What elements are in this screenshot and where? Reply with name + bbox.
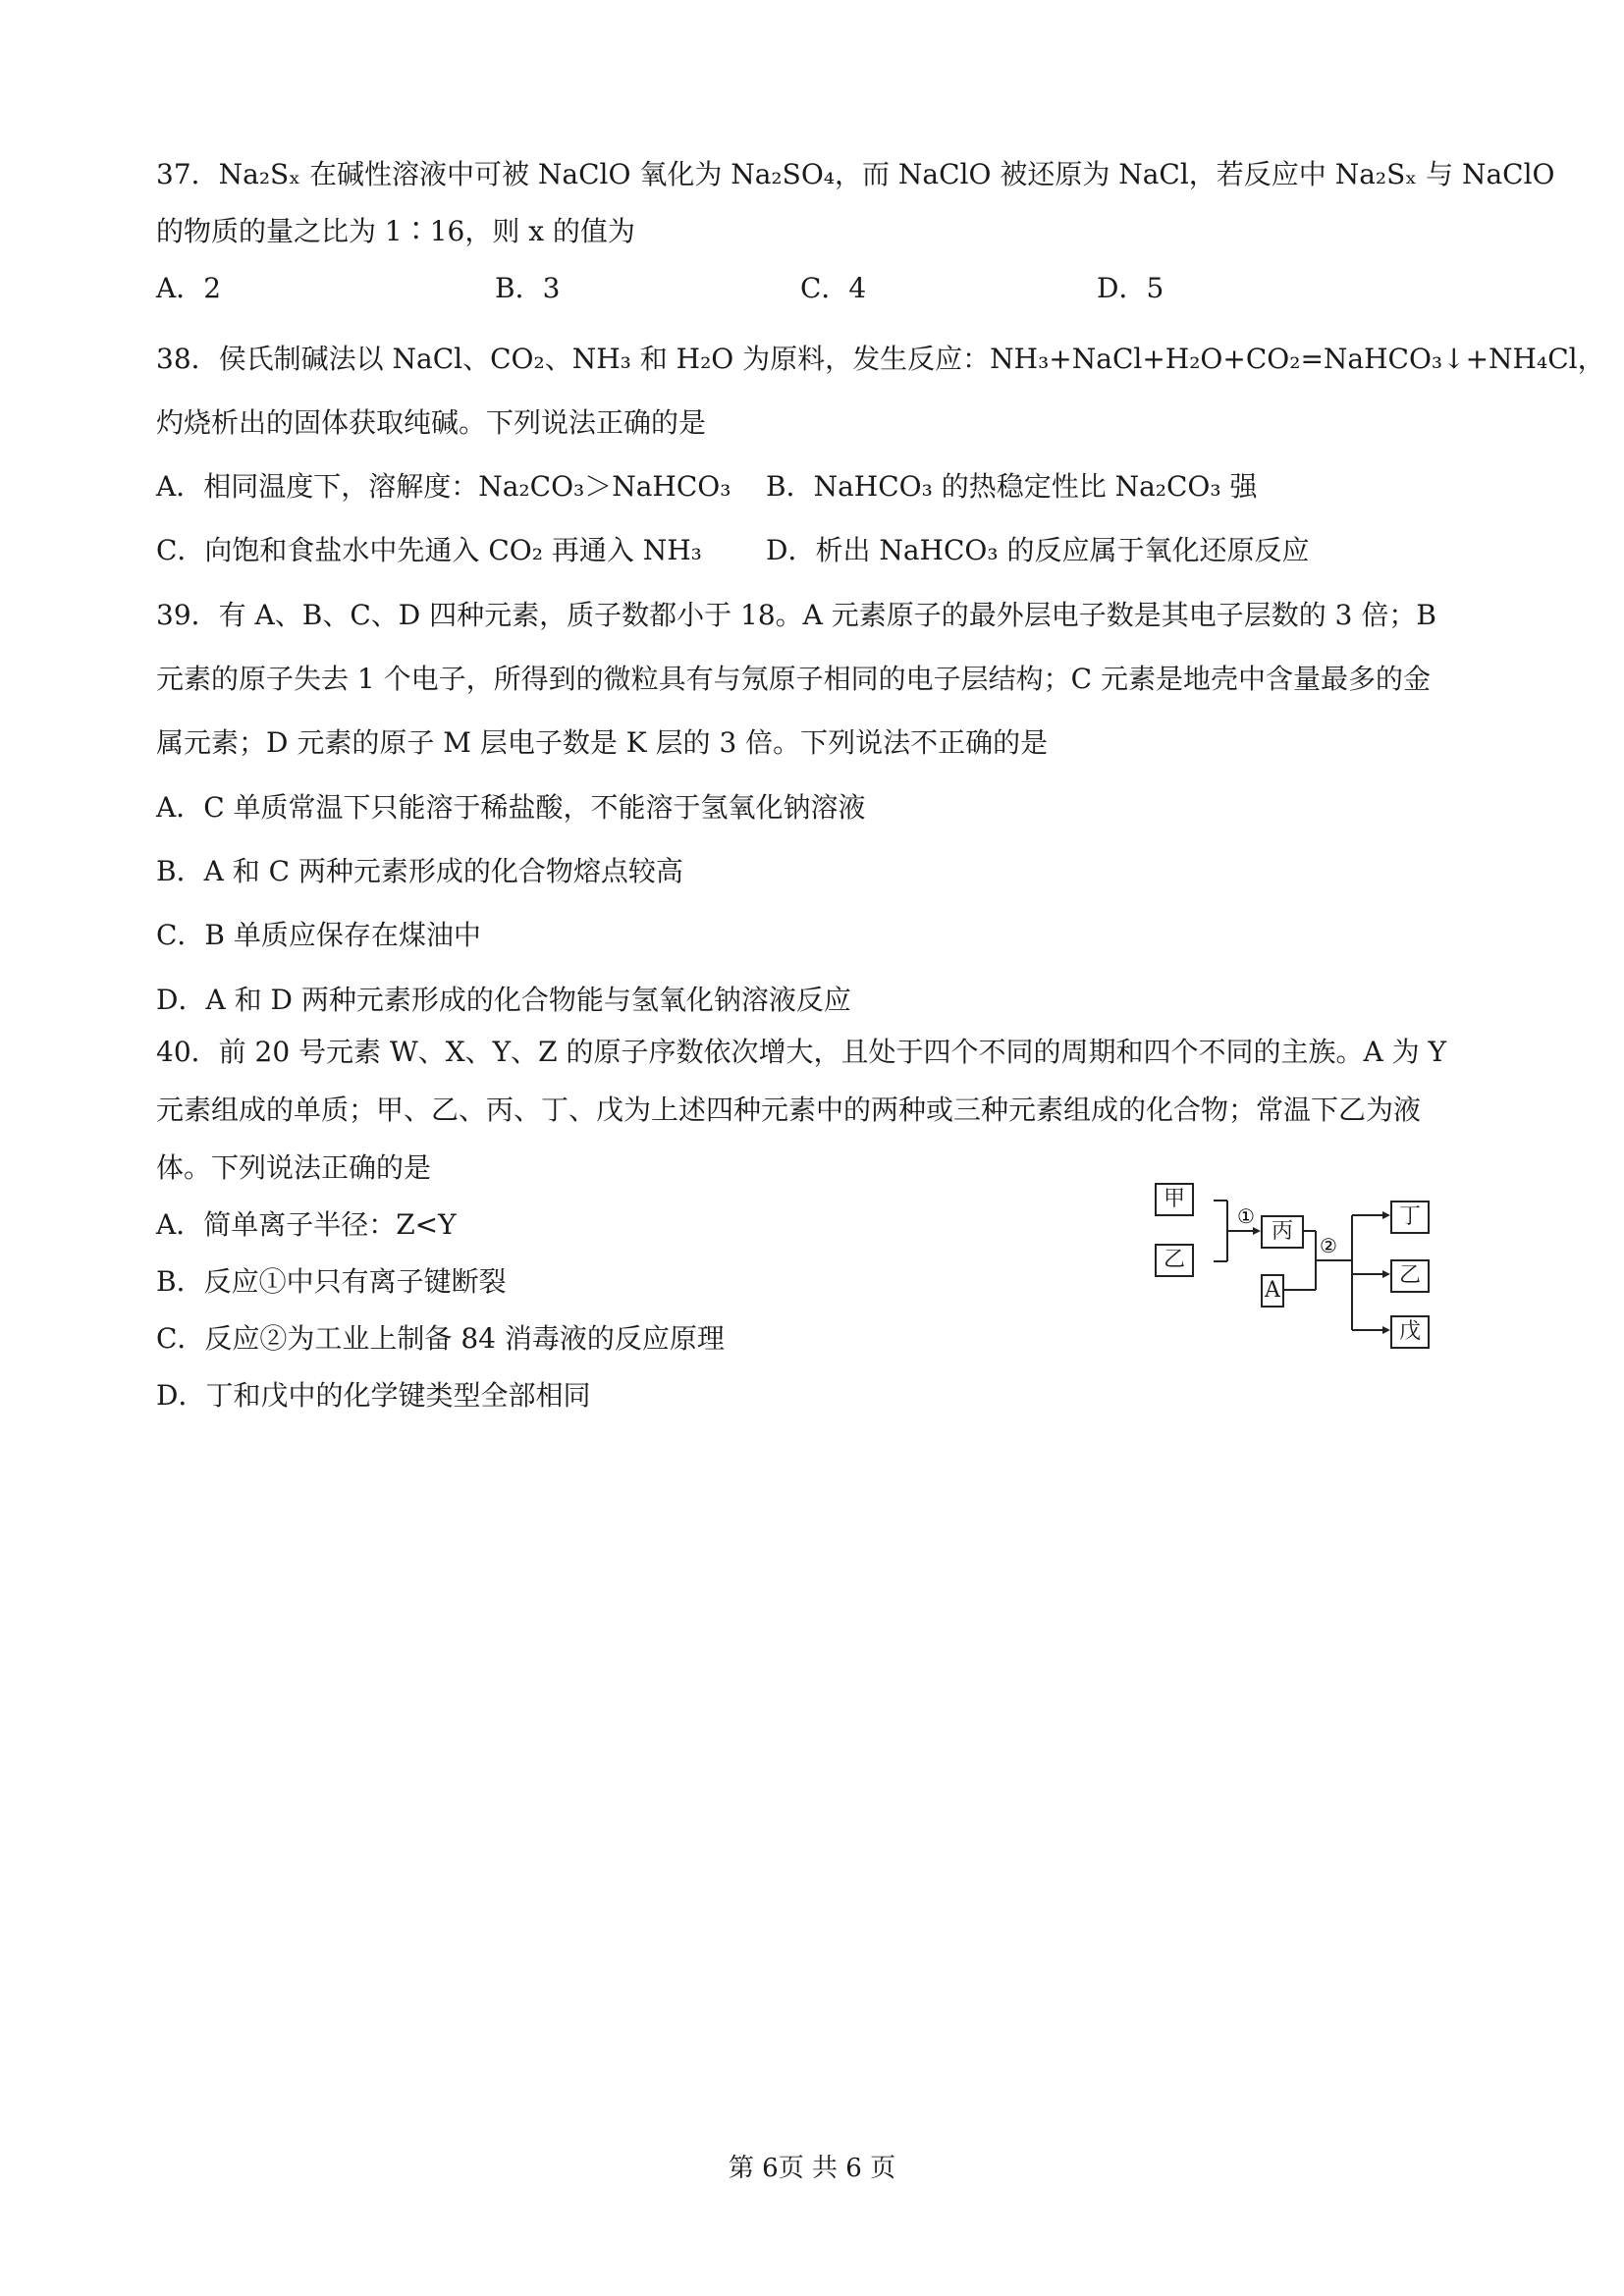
- q40-option-c: C．反应②为工业上制备 84 消毒液的反应原理: [156, 1322, 725, 1355]
- q39-stem-line2: 元素的原子失去 1 个电子，所得到的微粒具有与氖原子相同的电子层结构；C 元素是地壳中含量最多的金: [156, 663, 1431, 695]
- q39-option-c: C．B 单质应保存在煤油中: [156, 919, 481, 951]
- arrowhead-yi2: [1382, 1270, 1390, 1278]
- q37-stem-line2: 的物质的量之比为 1∶16，则 x 的值为: [156, 215, 635, 247]
- compound-bing-box: 丙: [1261, 1215, 1304, 1249]
- compound-wu-box: 戊: [1390, 1315, 1430, 1349]
- q40-option-b: B．反应①中只有离子键断裂: [156, 1265, 507, 1298]
- q38-option-a: A．相同温度下，溶解度：Na₂CO₃＞NaHCO₃: [156, 470, 731, 503]
- q39-stem-line3: 属元素；D 元素的原子 M 层电子数是 K 层的 3 倍。下列说法不正确的是: [156, 726, 1049, 759]
- q39-stem-line1: 39．有 A、B、C、D 四种元素，质子数都小于 18。A 元素原子的最外层电子数是其电子层数的 3 倍；B: [156, 599, 1436, 631]
- q38-stem-line2: 灼烧析出的固体获取纯碱。下列说法正确的是: [156, 406, 707, 439]
- q37-stem-line1: 37．Na₂Sₓ 在碱性溶液中可被 NaClO 氧化为 Na₂SO₄，而 NaClO 被还原为 NaCl，若反应中 Na₂Sₓ 与 NaClO: [156, 158, 1555, 190]
- q40-option-d: D．丁和戊中的化学键类型全部相同: [156, 1379, 591, 1412]
- compound-yi-box: 乙: [1155, 1244, 1194, 1277]
- compound-jia-box: 甲: [1155, 1183, 1194, 1216]
- compound-ding-box: 丁: [1390, 1201, 1430, 1234]
- q40-option-a: A．简单离子半径：Z<Y: [156, 1208, 457, 1241]
- q38-option-b: B．NaHCO₃ 的热稳定性比 Na₂CO₃ 强: [766, 470, 1258, 503]
- compound-yi2-box: 乙: [1390, 1259, 1430, 1293]
- element-a-box: A: [1261, 1274, 1284, 1308]
- q39-option-b: B．A 和 C 两种元素形成的化合物熔点较高: [156, 855, 683, 887]
- q37-option-a: A．2: [156, 272, 222, 304]
- q39-option-a: A．C 单质常温下只能溶于稀盐酸，不能溶于氢氧化钠溶液: [156, 791, 866, 824]
- step-2-label: ②: [1320, 1234, 1337, 1257]
- q37-option-c: C．4: [800, 272, 867, 304]
- page-footer: 第 6页 共 6 页: [728, 2154, 896, 2183]
- arrowhead-ding: [1382, 1211, 1390, 1219]
- q40-stem-line1: 40．前 20 号元素 W、X、Y、Z 的原子序数依次增大，且处于四个不同的周期和四个不同的主族。A 为 Y: [156, 1036, 1447, 1068]
- q38-stem-line1: 38．侯氏制碱法以 NaCl、CO₂、NH₃ 和 H₂O 为原料，发生反应：NH₃+NaCl+H₂O+CO₂=NaHCO₃↓+NH₄Cl，: [156, 343, 1605, 375]
- arrowhead-1: [1253, 1227, 1261, 1235]
- q37-option-d: D．5: [1097, 272, 1164, 304]
- q39-option-d: D．A 和 D 两种元素形成的化合物能与氢氧化钠溶液反应: [156, 984, 851, 1016]
- q40-stem-line3: 体。下列说法正确的是: [156, 1151, 432, 1184]
- q40-stem-line2: 元素组成的单质；甲、乙、丙、丁、戊为上述四种元素中的两种或三种元素组成的化合物；常温下乙为液: [156, 1094, 1422, 1126]
- q38-option-d: D．析出 NaHCO₃ 的反应属于氧化还原反应: [766, 534, 1310, 566]
- q37-options: [156, 271, 1472, 306]
- arrowhead-wu: [1382, 1326, 1390, 1334]
- q37-option-b: B．3: [495, 272, 561, 304]
- step-1-label: ①: [1237, 1204, 1255, 1228]
- q38-option-c: C．向饱和食盐水中先通入 CO₂ 再通入 NH₃: [156, 534, 702, 566]
